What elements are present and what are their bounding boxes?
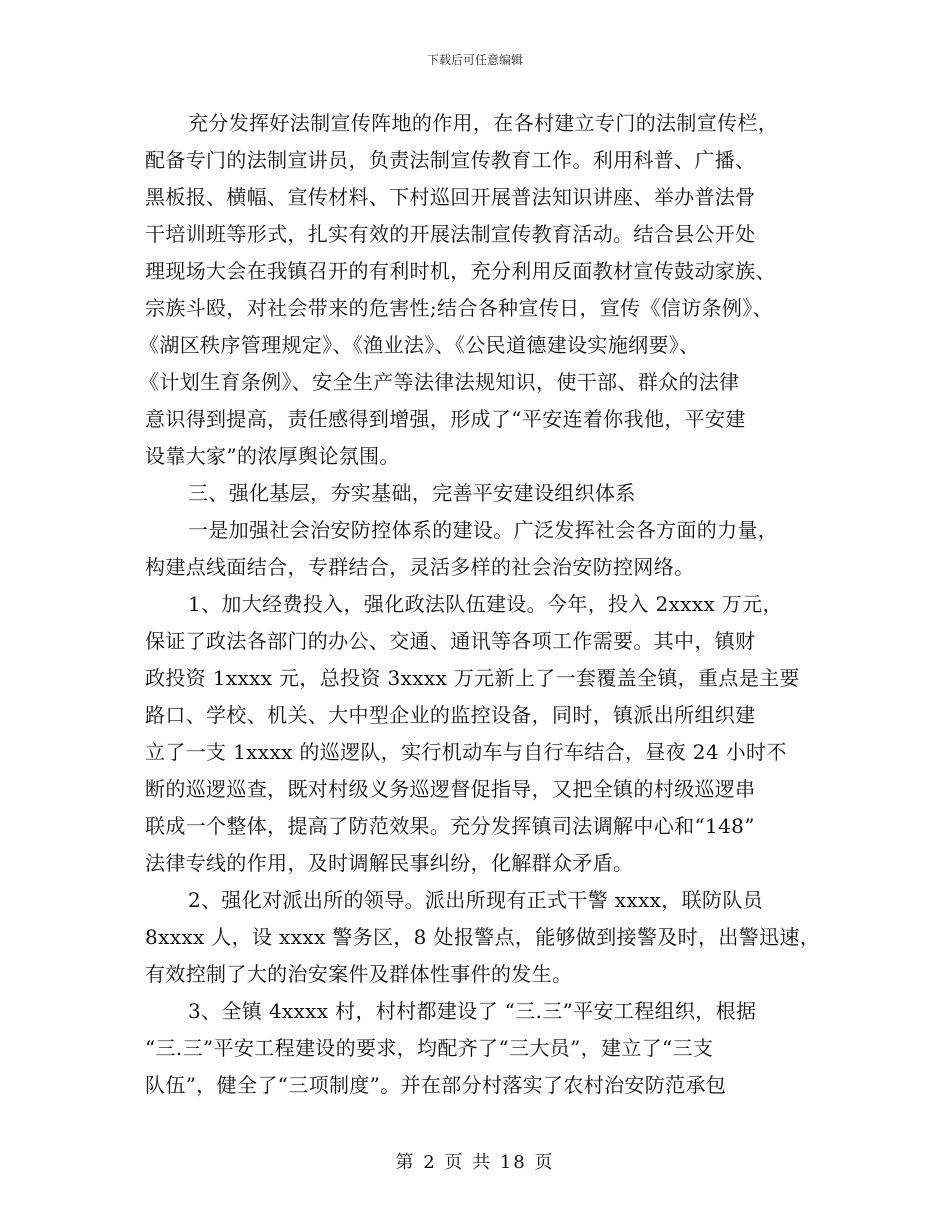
text-line: 意识得到提高，责任感得到增强，形成了“平安连着你我他，平安建: [145, 407, 746, 431]
text-line: 有效控制了大的治安案件及群体性事件的发生。: [145, 962, 573, 986]
text-line: 《计划生育条例》、安全生产等法律法规知识，使干部、群众的法律: [139, 370, 740, 394]
text-line: 干培训班等形式，扎实有效的开展法制宣传教育活动。结合县公开处: [145, 222, 756, 246]
text-line: 联成一个整体，提高了防范效果。充分发挥镇司法调解中心和“148”: [145, 814, 755, 838]
text-line: 黑板报、横幅、宣传材料、下村巡回开展普法知识讲座、举办普法骨: [145, 185, 756, 209]
text-line: 2、强化对派出所的领导。派出所现有正式干警 xxxx，联防队员: [188, 888, 764, 912]
text-line: 保证了政法各部门的办公、交通、通讯等各项工作需要。其中，镇财: [145, 629, 756, 653]
text-line: 配备专门的法制宣讲员，负责法制宣传教育工作。利用科普、广播、: [145, 148, 756, 172]
text-line: 设靠大家”的浓厚舆论氛围。: [145, 444, 400, 468]
text-line: 队伍”，健全了“三项制度”。并在部分村落实了农村治安防范承包: [145, 1073, 727, 1097]
text-line: 一是加强社会治安防控体系的建设。广泛发挥社会各方面的力量，: [188, 518, 779, 542]
text-line: 充分发挥好法制宣传阵地的作用，在各村建立专门的法制宣传栏，: [188, 111, 779, 135]
text-line: 立了一支 1xxxx 的巡逻队，实行机动车与自行车结合，昼夜 24 小时不: [145, 740, 787, 764]
text-line: 政投资 1xxxx 元，总投资 3xxxx 万元新上了一套覆盖全镇，重点是主要: [145, 666, 800, 690]
text-line: 1、加大经费投入，强化政法队伍建设。今年，投入 2xxxx 万元，: [188, 592, 783, 616]
text-line: 断的巡逻巡查，既对村级义务巡逻督促指导，又把全镇的村级巡逻串: [145, 777, 756, 801]
page-number: 第 2 页 共 18 页: [395, 1152, 555, 1173]
text-line: 构建点线面结合，专群结合，灵活多样的社会治安防控网络。: [145, 555, 695, 579]
text-line: 理现场大会在我镇召开的有利时机，充分利用反面教材宣传鼓动家族、: [145, 259, 776, 283]
section-heading: 三、强化基层，夯实基础，完善平安建设组织体系: [188, 481, 636, 505]
text-line: 《湖区秩序管理规定》、《渔业法》、《公民道德建设实施纲要》、: [139, 333, 700, 357]
page-header: 下载后可任意编辑: [426, 53, 523, 67]
text-line: 法律专线的作用，及时调解民事纠纷，化解群众矛盾。: [145, 851, 634, 875]
text-line: “三.三”平安工程建设的要求，均配齐了“三大员”，建立了“三支: [145, 1036, 714, 1060]
text-line: 路口、学校、机关、大中型企业的监控设备，同时，镇派出所组织建: [145, 703, 756, 727]
text-line: 宗族斗殴，对社会带来的危害性;结合各种宣传日，宣传《信访条例》、: [145, 296, 773, 320]
text-line: 8xxxx 人，设 xxxx 警务区，8 处报警点，能够做到接警及时，出警迅速，: [145, 925, 821, 949]
text-line: 3、全镇 4xxxx 村，村村都建设了 “三.三”平安工程组织，根据: [188, 999, 757, 1023]
